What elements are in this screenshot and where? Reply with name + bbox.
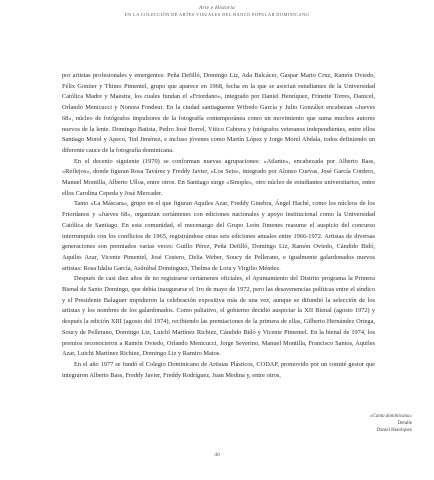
caption-author: Daniel Henríquez	[376, 428, 412, 433]
header-series-title: Arte e Historia	[199, 5, 235, 11]
paragraph: Tanto «La Máscara», grupo en el que figuran Aquiles Azar, Freddy Ginebra, Ángel Haché, como los núcleos de los Friordanos y «Jueves 68», organizan certámenes con ediciones nacionales y apoyo institucional como la Universidad Católica de Santiago. En esta comunidad, el mecenazgo del Grupo León Jimenes reasume el auspicio del concurso interrumpido con los conflictos de 1965, registrándose otras seis ediciones anuales entre 1966-1972. Artistas de diversas generaciones son premiados varias veces: Guillo Pérez, Peña Defilló, Domingo Liz, Ramón Oviedo, Cándido Bidó, Aquiles Azar, Vicente Pimentel, José Cestero, Delia Weber, Soucy de Pellerano, e igualmente galardonados nuevos artistas: Rosa Idalia García, Asdrúbal Domínguez, Thelma de Lora y Virgilio Méndez.	[62, 200, 375, 272]
body-text	[62, 71, 375, 381]
paragraph: Después de casi diez años de no registrarse certámenes oficiales, el Ayuntamiento del Distrito programa la Primera Bienal de Santo Domingo, que debía inaugurarse el 1ro de mayo de 1972, pero las desavenencias políticas entre el síndico y el Presidente Balaguer impidieron la celebración expositiva más de una vez, aunque se difundió la selección de los artistas y los nombres de los galardonados. Como paliativo, el gobierno decidió auspiciar la XII Bienal (agosto 1972) y después la edición XIII (agosto del 1974), recibiendo las premiaciones de la primera de ellas, Gilberto Hernández Ortega, Soucy de Pellerano, Domingo Liz, Luichi Martínez Richiez, Cándido Bidó y Vicente Pimentel. En la bienal de 1974, los premios reconocieron a Ramón Oviedo, Orlando Menicucci, Jorge Severino, Manuel Montilla, Francisco Santos, Aquiles Azar, Luichi Martínez Richiez, Domingo Liz y Ramiro Matos.	[62, 275, 375, 358]
paragraph: En el año 1977 se fundó el Colegio Dominicano de Artistas Plásticos, CODAP, promovido por un comité gestor que integraron Alberto Bass, Freddy Javier, Freddy Rodríguez, Juan Medina y, entre otros,	[62, 360, 375, 379]
paragraph: En el decenio siguiente (1970) se conforman nuevas agrupaciones: «Atlante», encabezada por Alberto Bass, «Reflejos», donde figuran Rosa Tavárez y Freddy Javier, «Los Seis», integrado por Alonso Cuevas, José García Cordero, Manuel Montilla, Alberto Ulloa, entre otros. En Santiago surge «Sinople», otro núcleo de estudiantes universitarios, entre ellos Carolina Cepeda y José Mercader.	[62, 157, 375, 197]
figure-caption	[302, 413, 412, 434]
header-collection-subtitle: EN LA COLECCIÓN DE ARTES VISUALES DEL BANCO POPULAR DOMINICANO	[124, 12, 310, 17]
caption-detail: Detalle	[397, 421, 412, 426]
caption-title: «Canta dominicana»	[369, 414, 412, 419]
running-header	[0, 5, 434, 18]
page-number: 40	[214, 452, 220, 458]
paragraph-continued: por artistas profesionales y emergentes: Peña Defilló, Domingo Liz, Ada Balcácer, Gaspar Mario Cruz, Ramón Oviedo, Félix Gontier y Thimo Pimentel, grupo que aparece en 1968, fecha en la que se asocian estudiantes de la Universidad Católica Madre y Maestra, los cuales fundan el «Friordano», integrado por Daniel Henríquez, Frinette Torres, Danicel, Orlando Menicucci y Nonora Fondeur. En la ciudad santiaguense Wifredo García y Julio González encabezan «Jueves 68», núcleo de fotógrafos impulsores de la fotografía contemporánea como un movimiento que suma muchos autores nuevos de la lente. Domingo Batista, Pedro José Borrel, Vítico Cabrera y fotógrafos veteranos independientes, entre ellos Santiago Morel y Apeco, Ted Jiménez, e incluso jóvenes como Martín López y Jorge Morel Abdala, todos definiendo un diferente cauce de la fotografía dominicana.	[62, 72, 375, 154]
